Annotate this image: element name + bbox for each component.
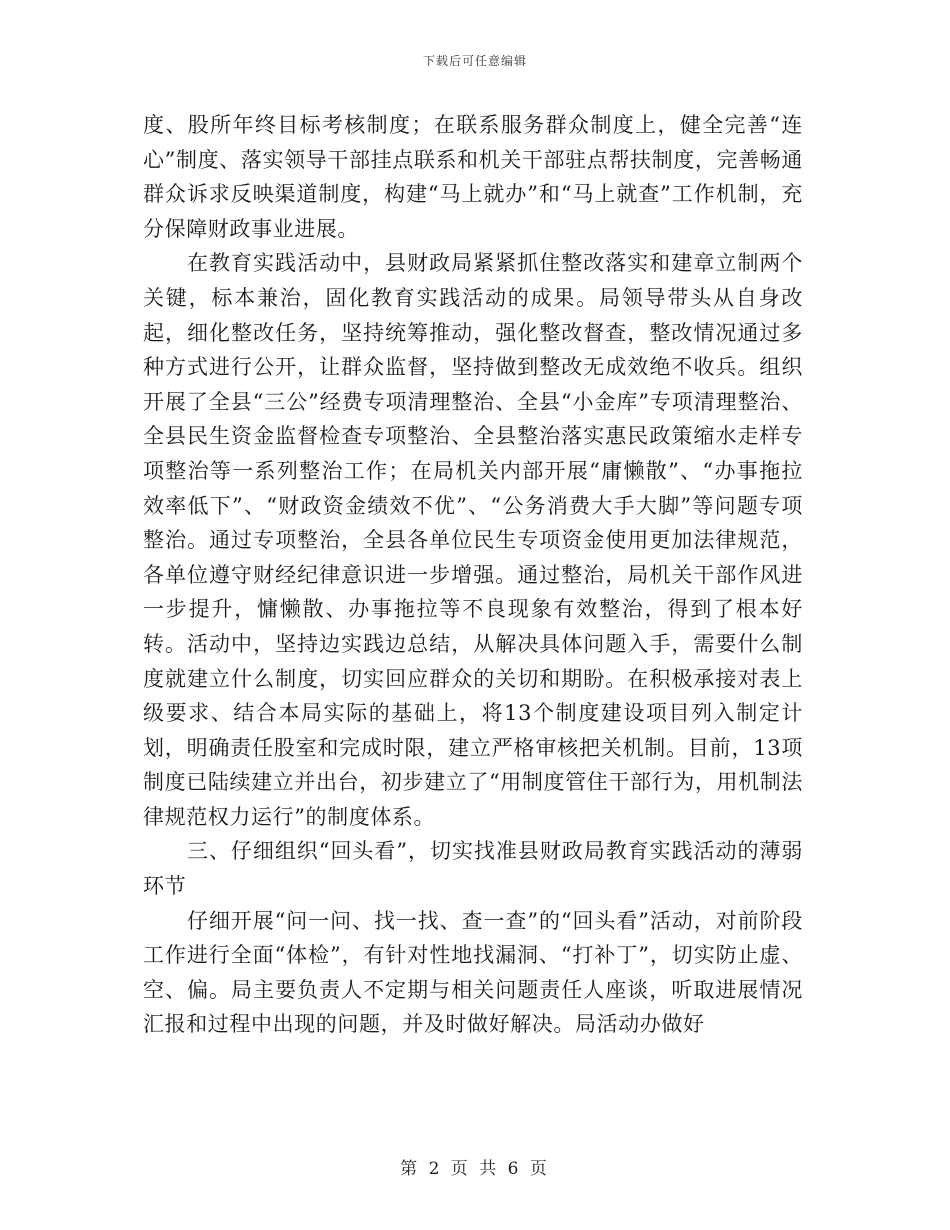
paragraph-rectification: 在教育实践活动中，县财政局紧紧抓住整改落实和建章立制两个关键，标本兼治，固化教育实践活动的成果。局领导带头从自身改起，细化整改任务，坚持统筹推动，强化整改督查，整改情况通过多种方式进行公开，让群众监督，坚持做到整改无成效绝不收兵。组织开展了全县“三公”经费专项清理整治、全县“小金库”专项清理整治、全县民生资金监督检查专项整治、全县整治落实惠民政策缩水走样专项整治等一系列整治工作；在局机关内部开展“庸懒散”、“办事拖拉效率低下”、“财政资金绩效不优”、“公务消费大手大脚”等问题专项整治。通过专项整治，全县各单位民生专项资金使用更加法律规范，各单位遵守财经纪律意识进一步增强。通过整治，局机关干部作风进一步提升，慵懒散、办事拖拉等不良现象有效整治，得到了根本好转。活动中，坚持边实践边总结，从解决具体问题入手，需要什么制度就建立什么制度，切实回应群众的关切和期盼。在积极承接对表上级要求、结合本局实际的基础上，将13个制度建设项目列入制定计划，明确责任股室和完成时限，建立严格审核把关机制。目前，13项制度已陆续建立并出台，初步建立了“用制度管住干部行为，用机制法律规范权力运行”的制度体系。 xyxy=(143,251,803,829)
document-body xyxy=(143,108,803,1042)
paragraph-review: 仔细开展“问一问、找一找、查一查”的“回头看”活动，对前阶段工作进行全面“体检”，有针对性地找漏洞、“打补丁”，切实防止虚、空、偏。局主要负责人不定期与相关问题责任人座谈，听取进展情况汇报和过程中出现的问题，并及时做好解决。局活动办做好 xyxy=(143,908,803,1037)
page-number: 第 2 页 共 6 页 xyxy=(400,1159,550,1179)
section-heading-three: 三、仔细组织“回头看”，切实找准县财政局教育实践活动的薄弱环节 xyxy=(143,839,803,899)
paragraph-continuation: 度、股所年终目标考核制度；在联系服务群众制度上，健全完善“连心”制度、落实领导干部挂点联系和机关干部驻点帮扶制度，完善畅通群众诉求反映渠道制度，构建“马上就办”和“马上就查”工作机制，充分保障财政事业进展。 xyxy=(143,113,803,241)
page-header: 下载后可任意编辑 xyxy=(422,54,527,68)
